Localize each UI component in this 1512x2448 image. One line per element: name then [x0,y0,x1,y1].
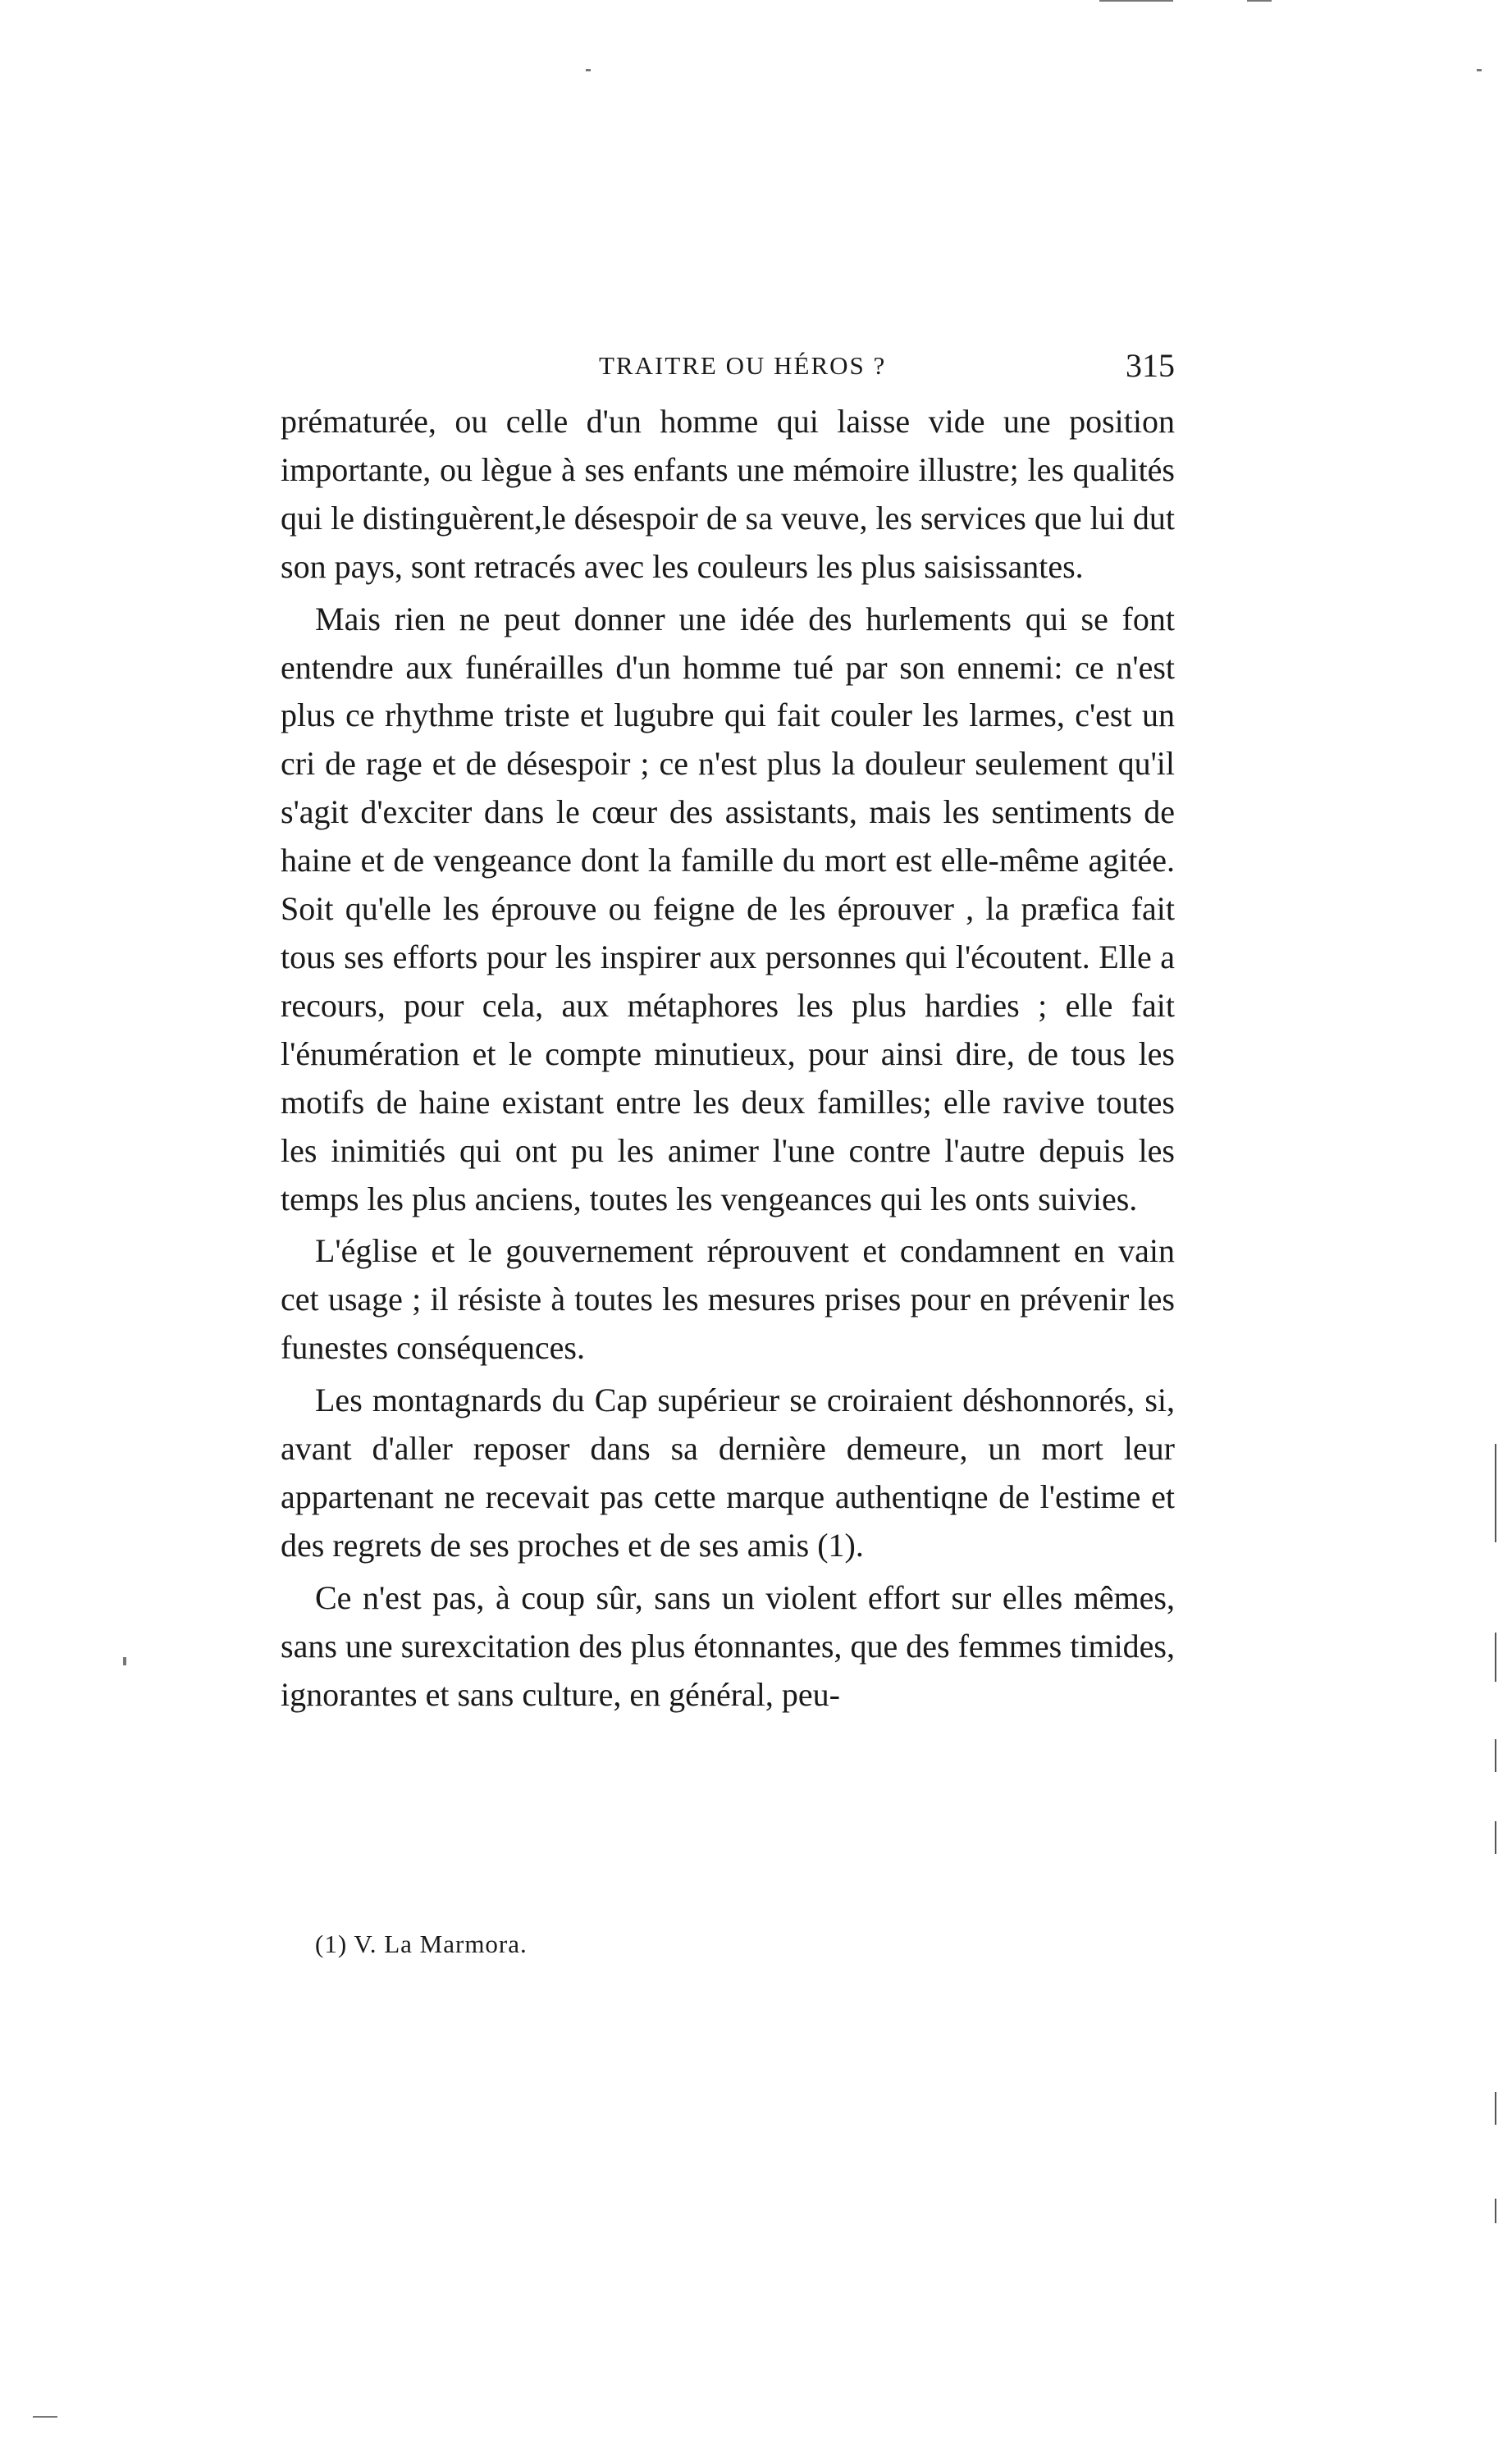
paragraph: Mais rien ne peut donner une idée des hurlements qui se font entendre aux funérailles d'un homme tué par son ennemi: ce n'est plus ce rhythme triste et lugubre qui fait couler les larmes, c'est un cri de rage et de désespoir ; ce n'est plus la douleur seulement qu'il s'agit d'exciter dans le cœur des assistants, mais les sentiments de haine et de vengeance dont la famille du mort est elle-même agitée. Soit qu'elle les éprouve ou feigne de les éprouver , la præfica fait tous ses efforts pour les inspirer aux personnes qui l'écoutent. Elle a recours, pour cela, aux métaphores les plus hardies ; elle fait l'énumération et le compte minutieux, pour ainsi dire, de tous les motifs de haine existant entre les deux familles; elle ravive toutes les inimitiés qui ont pu les animer l'une contre l'autre depuis les temps les plus anciens, toutes les vengeances qui les onts suivies. [281,600,1175,1217]
scan-artifact-line [1495,1821,1496,1854]
scan-artifact-speck [586,69,591,71]
scan-artifact-line [1495,1739,1496,1772]
paragraph: Ce n'est pas, à coup sûr, sans un violent effort sur elles mêmes, sans une surexcitation des plus étonnantes, que des femmes timides, ignorantes et sans culture, en général, peu- [281,1578,1175,1713]
scan-artifact-speck [1247,0,1272,2]
scan-artifact-line [1495,1633,1496,1682]
footnote: (1) V. La Marmora. [315,1930,528,1958]
scan-artifact-line [1495,1444,1496,1542]
scan-artifact-speck [1099,0,1173,2]
scan-artifact-speck [123,1657,126,1665]
paragraph: L'église et le gouvernement réprouvent et condamnent en vain cet usage ; il résiste à toutes les mesures prises pour en prévenir les funestes conséquences. [281,1232,1175,1367]
page-number: 315 [1126,347,1175,384]
paragraph: Les montagnards du Cap supérieur se croiraient déshonnorés, si, avant d'aller reposer dans sa dernière demeure, un mort leur appartenant ne recevait pas cette marque authentiqne de l'estime et des regrets de ses proches et de ses amis (1). [281,1382,1175,1564]
scan-artifact-speck [1477,69,1482,71]
body-text [281,398,1175,1719]
scan-artifact-line [1495,2199,1496,2223]
paragraph: prématurée, ou celle d'un homme qui laisse vide une position importante, ou lègue à ses enfants une mémoire illustre; les qualités qui le distinguèrent,le désespoir de sa veuve, les services que lui dut son pays, sont retracés avec les couleurs les plus saisissantes. [281,403,1175,585]
page-header [281,347,1175,400]
scan-artifact-speck [33,2416,57,2418]
running-title: TRAITRE OU HÉROS ? [599,351,887,380]
scan-artifact-line [1495,2092,1496,2125]
